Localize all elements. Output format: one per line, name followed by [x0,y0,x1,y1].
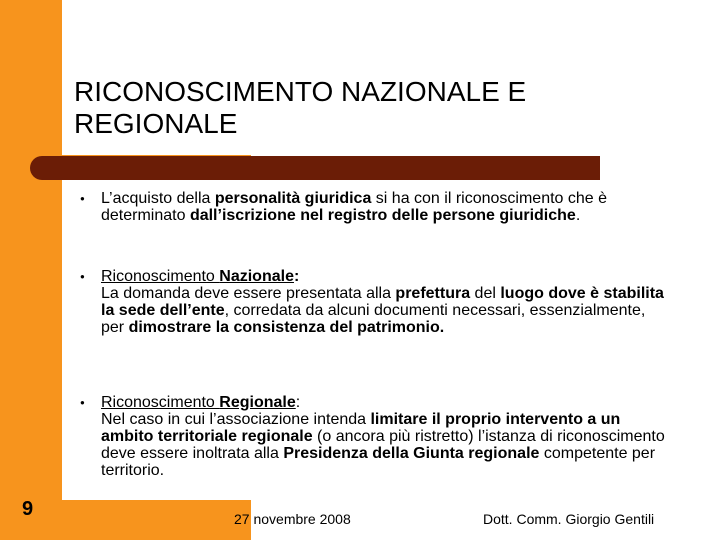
footer-date: 27 novembre 2008 [234,511,351,527]
heading-colon: : [293,268,300,285]
bullet-riconoscimento-regionale [101,394,671,479]
text: si ha con il riconoscimento che è determinato [101,190,608,224]
text: La domanda deve essere presentata alla [101,285,396,302]
text: Nel caso in cui l’associazione intenda [101,411,371,428]
bullet-dot: ● [80,272,85,281]
bullet-personalita-giuridica [101,190,671,224]
heading-text: Riconoscimento [101,268,220,285]
text: , corredata da alcuni documenti necessari, essenzialmente, per [101,302,646,336]
emphasis: prefettura [395,285,471,302]
slide-title: RICONOSCIMENTO NAZIONALE E REGIONALE [74,76,527,139]
emphasis: personalità giuridica [214,190,372,207]
heading-colon: : [295,394,301,411]
text: L’acquisto della [101,190,215,207]
text: del [470,285,501,302]
bullet-dot: ● [80,398,85,407]
heading-text: Riconoscimento [101,394,220,411]
text: competente per territorio. [101,445,656,479]
emphasis: luogo dove è stabilita la sede dell’ente [101,285,664,319]
bullet-heading [101,394,671,411]
emphasis: Presidenza della Giunta regionale [283,445,540,462]
bullet-heading [101,268,671,285]
emphasis: dall’iscrizione nel registro delle persone giuridiche [189,207,576,224]
slide-number: 9 [22,498,34,520]
text: . [575,207,581,224]
heading-key: Regionale [219,394,296,411]
bullet-riconoscimento-nazionale [101,268,671,336]
title-divider-bar [30,156,600,180]
emphasis: dimostrare la consistenza del patrimonio. [128,319,445,336]
emphasis: limitare il proprio intervento a un ambito territoriale regionale [101,411,621,445]
text: (o ancora più ristretto) l’istanza di riconoscimento deve essere inoltrata alla [101,428,665,462]
footer-author: Dott. Comm. Giorgio Gentili [483,511,655,527]
heading-key: Nazionale [219,268,294,285]
bullet-dot: ● [80,194,85,203]
